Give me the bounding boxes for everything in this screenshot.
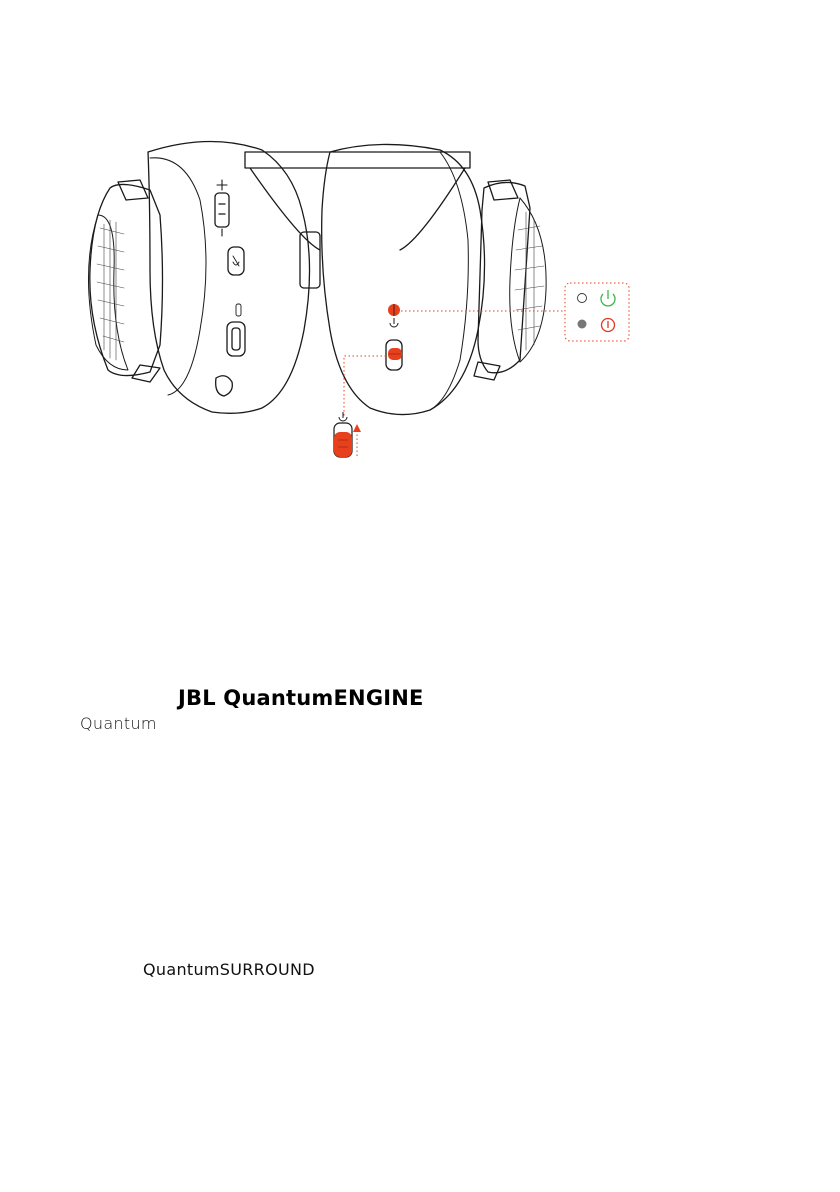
usb-c-port-icon — [227, 322, 245, 356]
power-off-icon — [602, 319, 615, 332]
headset-illustration — [0, 0, 840, 480]
headband — [245, 152, 470, 168]
left-earcup — [88, 141, 309, 413]
quantum-word: Quantum — [80, 714, 157, 733]
right-earcup — [322, 144, 546, 414]
led-legend-box — [565, 283, 629, 341]
power-on-icon — [601, 290, 615, 306]
volume-rocker-icon — [215, 193, 229, 227]
brand-line: JBL QuantumENGINE — [178, 686, 424, 710]
surround-word: QuantumSURROUND — [143, 960, 315, 979]
